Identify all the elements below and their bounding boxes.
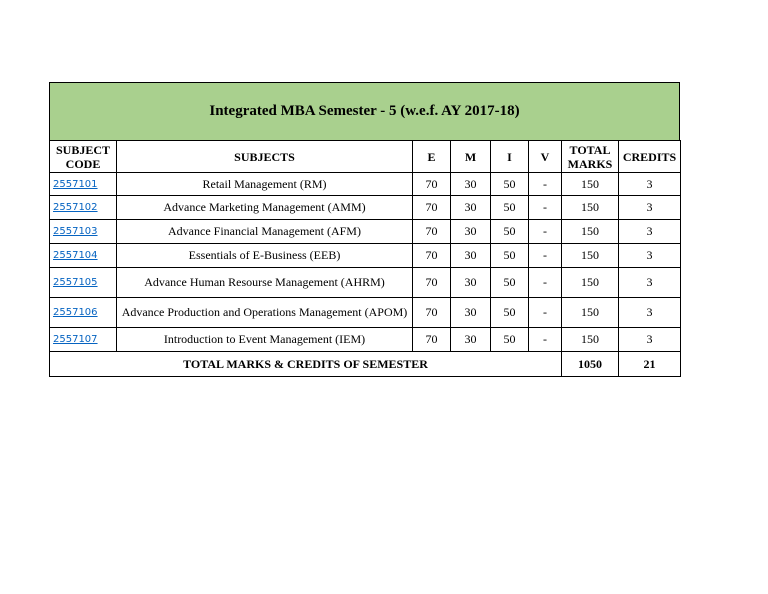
marks-v: - — [529, 220, 562, 244]
header-v: V — [529, 141, 562, 173]
header-subject-code: SUBJECT CODE — [50, 141, 117, 173]
subject-name: Advance Production and Operations Management (APOM) — [117, 298, 413, 328]
marks-m: 30 — [451, 196, 491, 220]
marks-e: 70 — [413, 298, 451, 328]
header-total-marks: TOTAL MARKS — [562, 141, 619, 173]
marks-v: - — [529, 298, 562, 328]
credits: 3 — [619, 298, 681, 328]
header-m: M — [451, 141, 491, 173]
semester-total-label: TOTAL MARKS & CREDITS OF SEMESTER — [50, 352, 562, 377]
subject-name: Advance Marketing Management (AMM) — [117, 196, 413, 220]
marks-e: 70 — [413, 328, 451, 352]
subject-name: Essentials of E-Business (EEB) — [117, 244, 413, 268]
total-marks: 150 — [562, 328, 619, 352]
table-row — [50, 244, 681, 268]
marks-v: - — [529, 268, 562, 298]
marks-i: 50 — [491, 244, 529, 268]
marks-m: 30 — [451, 328, 491, 352]
marks-m: 30 — [451, 220, 491, 244]
marks-e: 70 — [413, 196, 451, 220]
subject-name: Retail Management (RM) — [117, 173, 413, 196]
marks-i: 50 — [491, 298, 529, 328]
header-e: E — [413, 141, 451, 173]
marks-i: 50 — [491, 173, 529, 196]
subject-code-link[interactable]: 2557103 — [50, 220, 117, 244]
header-subjects: SUBJECTS — [117, 141, 413, 173]
credits: 3 — [619, 244, 681, 268]
semester-total-row — [50, 352, 681, 377]
marks-e: 70 — [413, 173, 451, 196]
subject-code-link[interactable]: 2557102 — [50, 196, 117, 220]
credits: 3 — [619, 268, 681, 298]
subject-name: Introduction to Event Management (IEM) — [117, 328, 413, 352]
credits: 3 — [619, 173, 681, 196]
marks-e: 70 — [413, 244, 451, 268]
header-credits: CREDITS — [619, 141, 681, 173]
total-marks: 150 — [562, 220, 619, 244]
table-row — [50, 268, 681, 298]
table-row — [50, 328, 681, 352]
marks-i: 50 — [491, 196, 529, 220]
subject-code-link[interactable]: 2557105 — [50, 268, 117, 298]
marks-m: 30 — [451, 244, 491, 268]
table-row — [50, 220, 681, 244]
marks-i: 50 — [491, 328, 529, 352]
marks-m: 30 — [451, 173, 491, 196]
marks-e: 70 — [413, 268, 451, 298]
semester-total-credits: 21 — [619, 352, 681, 377]
table-row — [50, 173, 681, 196]
marks-e: 70 — [413, 220, 451, 244]
credits: 3 — [619, 196, 681, 220]
marks-m: 30 — [451, 268, 491, 298]
total-marks: 150 — [562, 173, 619, 196]
total-marks: 150 — [562, 244, 619, 268]
table-row — [50, 196, 681, 220]
marks-m: 30 — [451, 298, 491, 328]
subject-code-link[interactable]: 2557104 — [50, 244, 117, 268]
marks-v: - — [529, 173, 562, 196]
total-marks: 150 — [562, 298, 619, 328]
subject-code-link[interactable]: 2557101 — [50, 173, 117, 196]
table-row — [50, 298, 681, 328]
credits: 3 — [619, 220, 681, 244]
marks-v: - — [529, 196, 562, 220]
semester-total-marks: 1050 — [562, 352, 619, 377]
table-header-row — [50, 141, 681, 173]
semester-title: Integrated MBA Semester - 5 (w.e.f. AY 2017-18) — [49, 82, 680, 140]
subject-code-link[interactable]: 2557107 — [50, 328, 117, 352]
subject-name: Advance Human Resourse Management (AHRM) — [117, 268, 413, 298]
subject-code-link[interactable]: 2557106 — [50, 298, 117, 328]
marks-v: - — [529, 328, 562, 352]
subjects-table — [49, 140, 681, 377]
marks-v: - — [529, 244, 562, 268]
credits: 3 — [619, 328, 681, 352]
subject-name: Advance Financial Management (AFM) — [117, 220, 413, 244]
marks-i: 50 — [491, 220, 529, 244]
header-i: I — [491, 141, 529, 173]
total-marks: 150 — [562, 268, 619, 298]
marks-sheet — [49, 82, 680, 377]
total-marks: 150 — [562, 196, 619, 220]
marks-i: 50 — [491, 268, 529, 298]
